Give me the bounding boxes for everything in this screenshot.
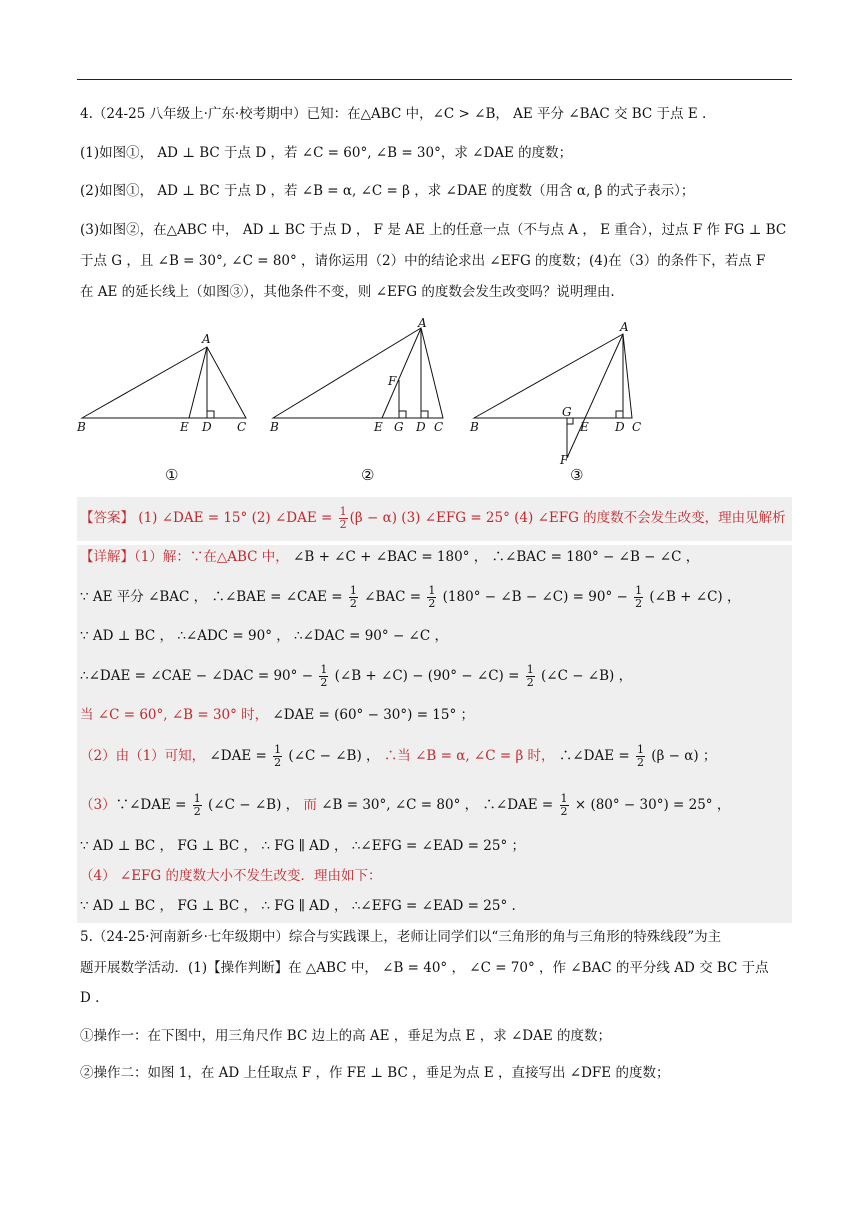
fig2-right-angle-d (421, 411, 428, 418)
fig3-label-c: C (632, 420, 642, 434)
fig1-label-b: B (77, 420, 86, 434)
fig3-label-f: F (560, 453, 569, 467)
q5-line4: ①操作一：在下图中，用三角尺作 BC 边上的高 AE ，垂足为点 E ，求 ∠DAE 的度数； (80, 1028, 612, 1044)
q4-part3-line3: 在 AE 的延长线上（如图③），其他条件不变，则 ∠EFG 的度数会发生改变吗？说明理由. (80, 284, 615, 300)
q5-line5: ②操作二：如图 1，在 AD 上任取点 F ，作 FE ⊥ BC ，垂足为点 E ，直接写出 ∠DFE 的度数； (80, 1065, 670, 1081)
detail-line7: （3）∵∠DAE = $\frac{1}{2}$ (∠C − ∠B) ， 而 ∠B = 30°, ∠C = 80° ， ∴∠DAE = $\frac{1}{2}$ × (80° − 30°) = 25° ， (80, 792, 731, 818)
fig3-label-b: B (470, 420, 479, 434)
q4-part3-line1: (3)如图②，在△ABC 中， AD ⊥ BC 于点 D ， F 是 AE 上的任意一点（不与点 A ， E 重合），过点 F 作 FG ⊥ BC (80, 222, 787, 238)
fig3-right-angle-d (616, 411, 623, 418)
q5-line3: D . (80, 990, 100, 1006)
answer-part2-suffix: (β − α) (349, 510, 397, 526)
header-rule (77, 79, 792, 80)
q4-title: 4.（24-25 八年级上·广东·校考期中）已知：在△ABC 中，∠C > ∠B， AE 平分 ∠BAC 交 BC 于点 E . (80, 106, 707, 122)
geometry-figures (75, 318, 655, 490)
answer-tag: 【答案】 (80, 510, 134, 526)
fig2-label-b: B (270, 420, 279, 434)
detail-tag: 【详解】 (80, 549, 134, 565)
fig1-triangle (82, 347, 246, 418)
q4-part1: (1)如图①， AD ⊥ BC 于点 D ，若 ∠C = 60°, ∠B = 30°，求 ∠DAE 的度数； (80, 145, 573, 161)
detail-line10: ∵ AD ⊥ BC ， FG ⊥ BC ， ∴ FG ∥ AD ， ∴∠EFG = ∠EAD = 25° . (80, 898, 516, 914)
fig2-label-f: F (388, 374, 397, 388)
fig2-label-a: A (418, 318, 427, 330)
fig3-label-d: D (615, 420, 625, 434)
answer-part4: (4) ∠EFG 的度数不会发生改变，理由见解析 (514, 510, 786, 526)
fig2-label-c: C (434, 420, 444, 434)
fig3-label-a: A (620, 320, 629, 334)
fig1-label-d: D (202, 420, 212, 434)
answer-part2-prefix: (2) ∠DAE = (251, 510, 333, 526)
fig2-label-g: G (394, 420, 404, 434)
fig1-right-angle (207, 411, 214, 418)
answer-part3: (3) ∠EFG = 25° (401, 510, 510, 526)
q5-line2: 题开展数学活动．(1)【操作判断】在 △ABC 中， ∠B = 40° ， ∠C = 70° ，作 ∠BAC 的平分线 AD 交 BC 于点 (80, 960, 769, 976)
detail-line2: ∵ AE 平分 ∠BAC ， ∴∠BAE = ∠CAE = $\frac{1}{2}$ ∠BAC = $\frac{1}{2}$ (180° − ∠B − ∠C) = 90° − $\frac{1}{2}$ (∠B + ∠C) ， (80, 584, 741, 610)
fig2-triangle (273, 328, 443, 418)
detail-line1: 【详解】（1）解：∵在△ABC 中， ∠B + ∠C + ∠BAC = 180° ， ∴∠BAC = 180° − ∠B − ∠C ， (80, 549, 700, 565)
fig3-caption: ③ (570, 466, 584, 484)
fig2-label-d: D (416, 420, 426, 434)
fig2-label-e: E (374, 420, 383, 434)
fig1-label-e: E (180, 420, 189, 434)
fig2-caption: ② (361, 466, 375, 484)
answer-line (80, 506, 786, 531)
detail-line4: ∴∠DAE = ∠CAE − ∠DAC = 90° − $\frac{1}{2}$ (∠B + ∠C) − (90° − ∠C) = $\frac{1}{2}$ (∠C − ∠B) ， (80, 663, 633, 689)
fig1-label-a: A (202, 332, 211, 346)
fig3-label-g: G (562, 405, 572, 419)
fig3-extended-ae (567, 334, 623, 458)
fig2-right-angle-g (399, 411, 406, 418)
q4-part2: (2)如图①， AD ⊥ BC 于点 D ，若 ∠B = α, ∠C = β ，求 ∠DAE 的度数（用含 α, β 的式子表示）； (80, 183, 695, 199)
answer-half-fraction: $\frac{1}{2}$ (339, 505, 347, 531)
fig3-label-e: E (580, 420, 589, 434)
fig1-caption: ① (165, 466, 179, 484)
fig3-triangle (474, 334, 632, 418)
fig1-bisector-ae (189, 347, 207, 418)
detail-line5: 当 ∠C = 60°, ∠B = 30° 时， ∠DAE = (60° − 30°) = 15° ； (80, 707, 475, 723)
fig2-bisector-ae (382, 328, 421, 418)
fig1-label-c: C (237, 420, 247, 434)
detail-line3: ∵ AD ⊥ BC ， ∴∠ADC = 90° ， ∴∠DAC = 90° − ∠C ， (80, 628, 448, 644)
figures-svg (75, 318, 655, 490)
detail-line8: ∵ AD ⊥ BC ， FG ⊥ BC ， ∴ FG ∥ AD ， ∴∠EFG = ∠EAD = 25° ； (80, 838, 525, 854)
answer-part1: (1) ∠DAE = 15° (138, 510, 248, 526)
q5-line1: 5.（24-25·河南新乡·七年级期中）综合与实践课上，老师让同学们以“三角形的角与三角形的特殊线段”为主 (80, 929, 722, 945)
q4-part3-line2: 于点 G ，且 ∠B = 30°, ∠C = 80° ，请你运用（2）中的结论求出 ∠EFG 的度数；(4)在（3）的条件下，若点 F (80, 253, 766, 269)
detail-line9: （4） ∠EFG 的度数大小不发生改变．理由如下： (80, 868, 382, 884)
detail-line6: （2）由（1）可知， ∠DAE = $\frac{1}{2}$ (∠C − ∠B) ， ∴当 ∠B = α, ∠C = β 时， ∴∠DAE = $\frac{1}{2}$ (β − α) ； (80, 743, 717, 769)
